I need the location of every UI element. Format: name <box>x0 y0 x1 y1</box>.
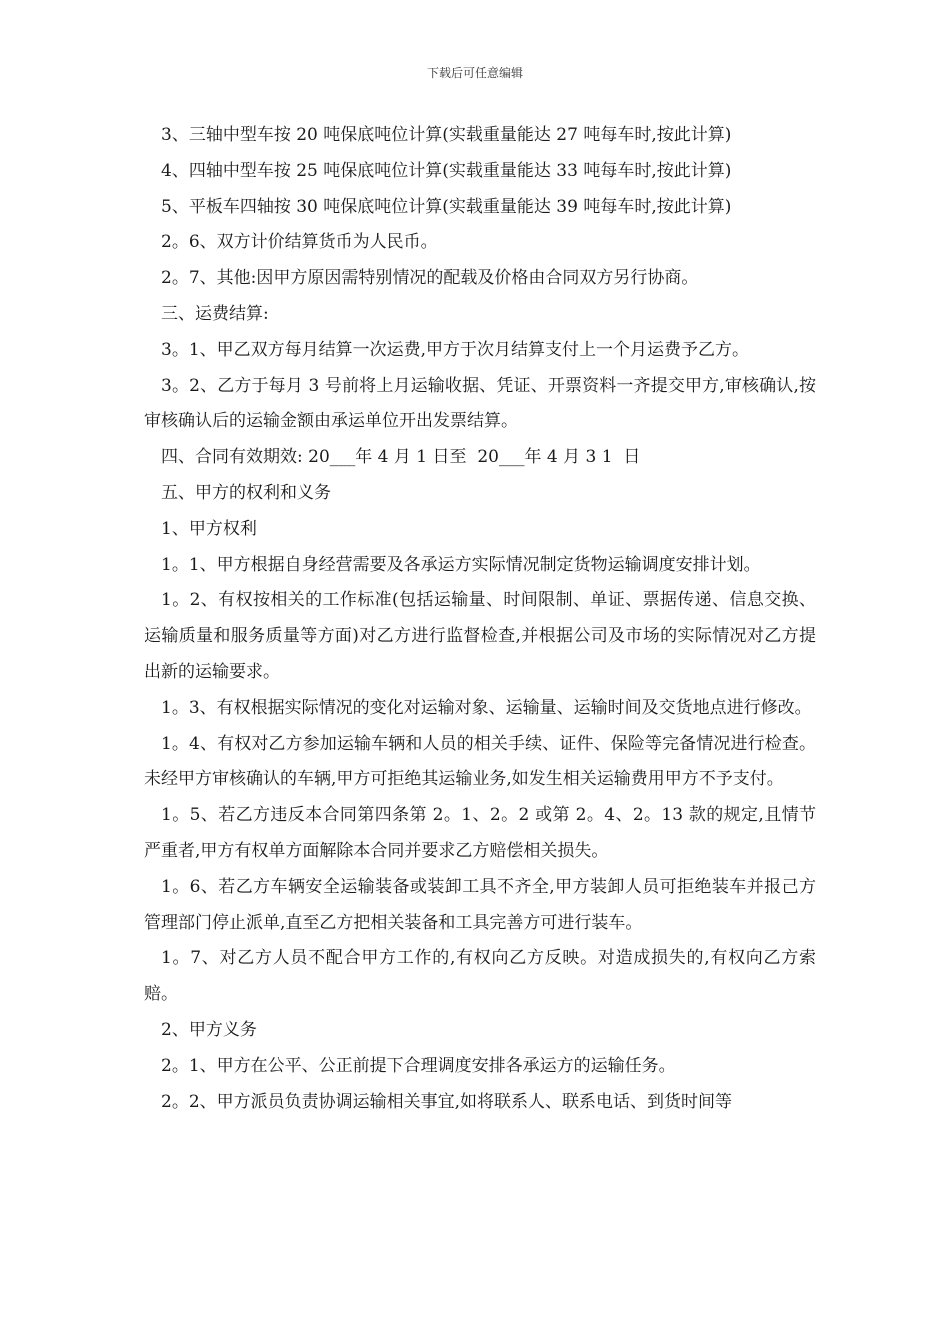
paragraph: 1。2、有权按相关的工作标准(包括运输量、时间限制、单证、票据传递、信息交换、运输质量和服务质量等方面)对乙方进行监督检查,并根据公司及市场的实际情况对乙方提出新的运输要求。 <box>144 590 816 682</box>
paragraph: 1。1、甲方根据自身经营需要及各承运方实际情况制定货物运输调度安排计划。 <box>161 554 761 575</box>
section-heading: 五、甲方的权利和义务 <box>161 482 331 503</box>
paragraph: 2。1、甲方在公平、公正前提下合理调度安排各承运方的运输任务。 <box>161 1055 676 1076</box>
paragraph: 4、四轴中型车按 25 吨保底吨位计算(实载重量能达 33 吨每车时,按此计算) <box>161 160 732 181</box>
paragraph: 2。6、双方计价结算货币为人民币。 <box>161 232 438 253</box>
paragraph: 1。6、若乙方车辆安全运输装备或装卸工具不齐全,甲方装卸人员可拒绝装车并报己方管理部门停止派单,直至乙方把相关装备和工具完善方可进行装车。 <box>144 876 816 933</box>
paragraph: 3。1、甲乙双方每月结算一次运费,甲方于次月结算支付上一个月运费予乙方。 <box>161 339 750 360</box>
paragraph: 2。2、甲方派员负责协调运输相关事宜,如将联系人、联系电话、到货时间等 <box>161 1091 733 1112</box>
paragraph: 5、平板车四轴按 30 吨保底吨位计算(实载重量能达 39 吨每车时,按此计算) <box>161 196 732 217</box>
paragraph: 3、三轴中型车按 20 吨保底吨位计算(实载重量能达 27 吨每车时,按此计算) <box>161 125 732 145</box>
paragraph: 1。3、有权根据实际情况的变化对运输对象、运输量、运输时间及交货地点进行修改。 <box>161 697 812 718</box>
subsection-heading: 2、甲方义务 <box>161 1019 257 1040</box>
section-heading: 三、运费结算: <box>161 303 269 324</box>
paragraph: 2。7、其他:因甲方原因需特别情况的配载及价格由合同双方另行协商。 <box>161 268 699 289</box>
paragraph: 1。5、若乙方违反本合同第四条第 2。1、2。2 或第 2。4、2。13 款的规定,且情节严重者,甲方有权单方面解除本合同并要求乙方赔偿相关损失。 <box>144 805 816 861</box>
page-header: 下载后可任意编辑 <box>426 66 523 80</box>
subsection-heading: 1、甲方权利 <box>161 518 257 539</box>
paragraph: 1。4、有权对乙方参加运输车辆和人员的相关手续、证件、保险等完备情况进行检查。未经甲方审核确认的车辆,甲方可拒绝其运输业务,如发生相关运输费用甲方不予支付。 <box>144 733 816 790</box>
contract-term: 四、合同有效期效: 20___年 4 月 1 日至 20___年 4 月 3 1 日 <box>161 447 641 468</box>
paragraph: 3。2、乙方于每月 3 号前将上月运输收据、凭证、开票资料一齐提交甲方,审核确认,按审核确认后的运输金额由承运单位开出发票结算。 <box>144 375 816 432</box>
document-body <box>144 118 816 1120</box>
paragraph: 1。7、对乙方人员不配合甲方工作的,有权向乙方反映。对造成损失的,有权向乙方索赔。 <box>144 948 816 1005</box>
